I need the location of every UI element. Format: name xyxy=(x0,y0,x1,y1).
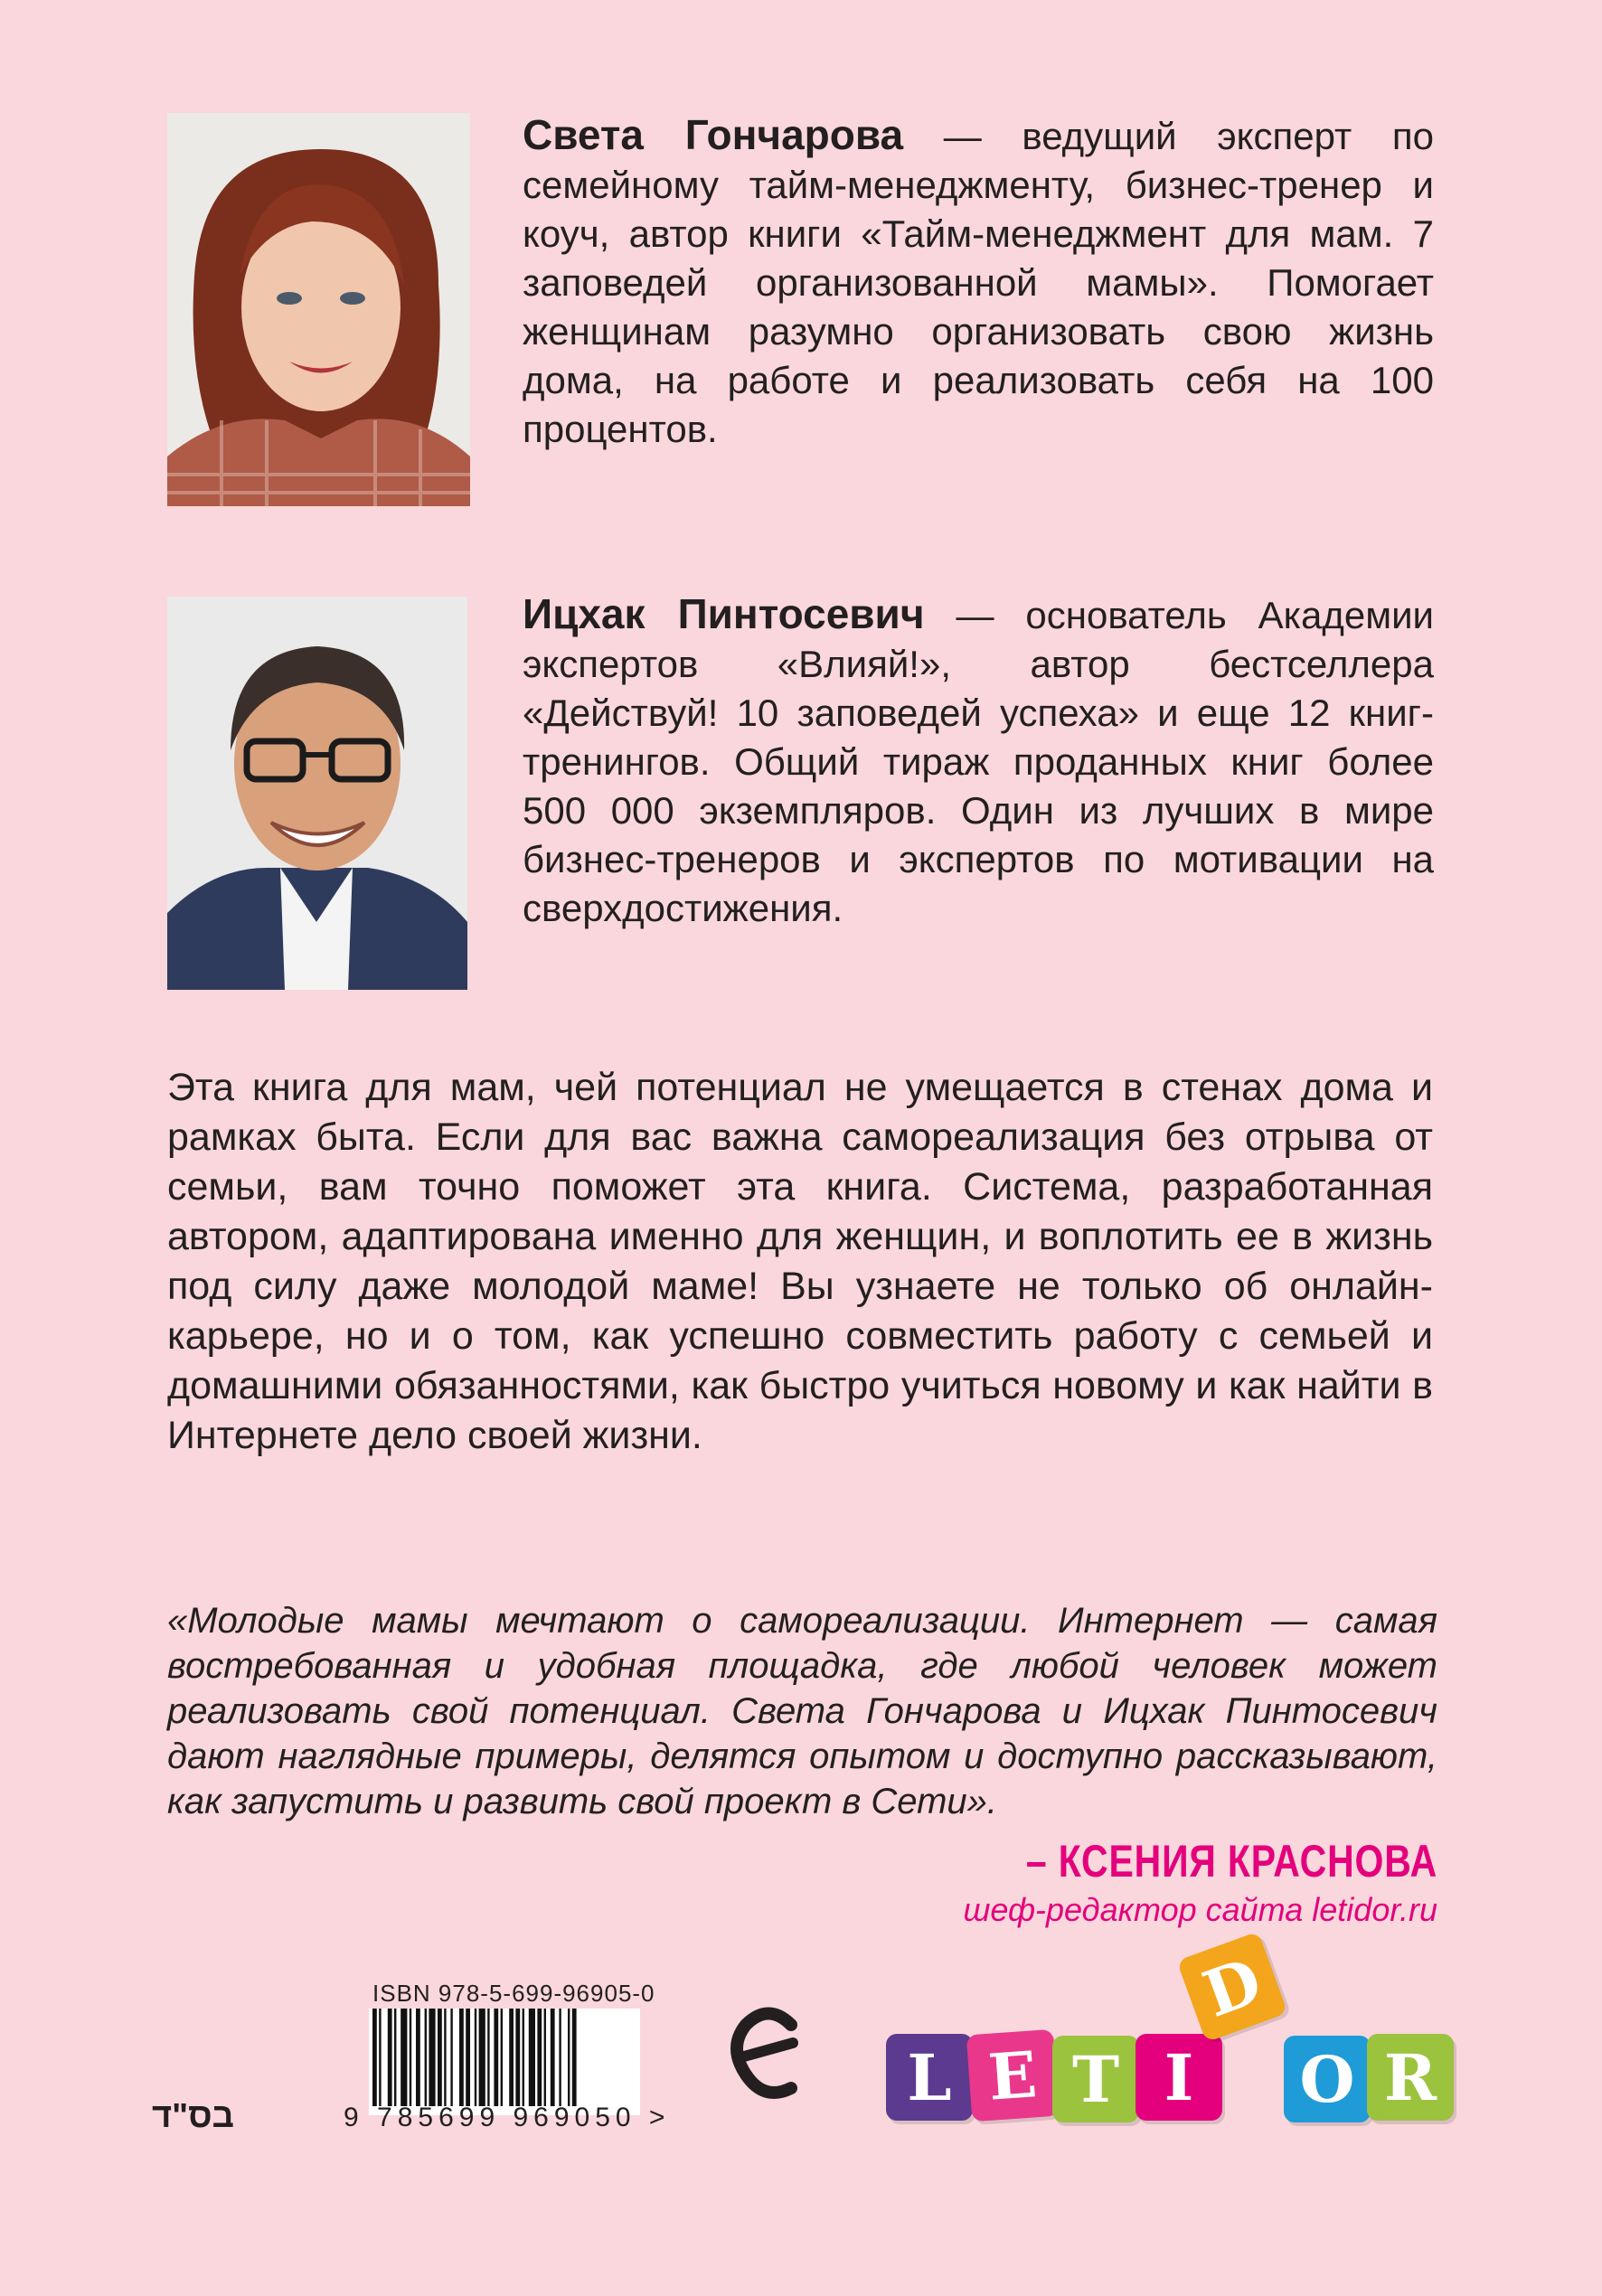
author-name: Ицхак Пинтосевич xyxy=(523,590,925,637)
logo-block-l: L xyxy=(886,2034,973,2121)
quote-author-role: шеф-редактор сайта letidor.ru xyxy=(963,1891,1437,1928)
author-bio-pintosevich xyxy=(523,589,1434,933)
author-name: Света Гончарова xyxy=(523,111,904,158)
book-description: Эта книга для мам, чей потенциал не умещается в стенах дома и рамках быта. Если для вас важна самореализация без отрыва от семьи, вам точно поможет эта книга. Система, разработанная автором, адаптирована именно для женщин, и воплотить ее в жизнь под силу даже молодой маме! Вы узнаете не только об онлайн-карьере, но и о том, как успешно совместить работу с семьей и домашними обязанностями, как быстро учиться новому и как найти в Интернете дело своей жизни. xyxy=(167,1066,1433,1457)
author-photo-pintosevich xyxy=(167,597,467,990)
man-portrait-image xyxy=(167,597,467,990)
author-bio-text: — ведущий эксперт по семейному тайм-менеджменту, бизнес-тренер и коуч, автор книги «Тайм-менеджмент для мам. 7 заповедей организованной мамы». Помогает женщинам разумно организовать свою жизнь дома, на работе и реализовать себя на 100 процентов. xyxy=(523,115,1435,450)
logo-block-i: I xyxy=(1136,2034,1222,2121)
author-bio-text: — основатель Академии экспертов «Влияй!», автор бестселлера «Действуй! 10 заповедей успеха» и еще 12 книг-тренингов. Общий тираж проданных книг более 500 000 экземпляров. Один из лучших в мире бизнес-тренеров и экспертов по мотивации на сверхдостижения. xyxy=(523,594,1434,929)
quote-author: – КСЕНИЯ КРАСНОВА xyxy=(1025,1836,1437,1887)
letidor-logo xyxy=(886,1934,1447,2133)
logo-block-t: T xyxy=(1052,2036,1139,2122)
author-photo-goncharova xyxy=(167,113,470,506)
barcode-digits: 9 785699 969050 > xyxy=(344,2103,671,2132)
woman-portrait-image xyxy=(167,113,470,506)
author-bio-goncharova xyxy=(523,110,1434,454)
logo-block-r: R xyxy=(1367,2034,1454,2121)
hebrew-mark: בס"ד xyxy=(152,2097,234,2135)
logo-block-e: E xyxy=(966,2029,1059,2122)
isbn-label: ISBN 978-5-699-96905-0 xyxy=(372,1980,655,2007)
logo-block-d: D xyxy=(1176,1931,1287,2042)
logo-block-o: O xyxy=(1284,2036,1371,2122)
publisher-logo-icon xyxy=(728,2002,809,2111)
review-quote: «Молодые мамы мечтают о самореализации. Интернет — самая востребованная и удобная площадка, где любой человек может реализовать свой потенциал. Света Гончарова и Ицхак Пинтосевич дают наглядные примеры, делятся опытом и доступно рассказывают, как запустить и развить свой проект в Сети». xyxy=(167,1601,1437,1821)
